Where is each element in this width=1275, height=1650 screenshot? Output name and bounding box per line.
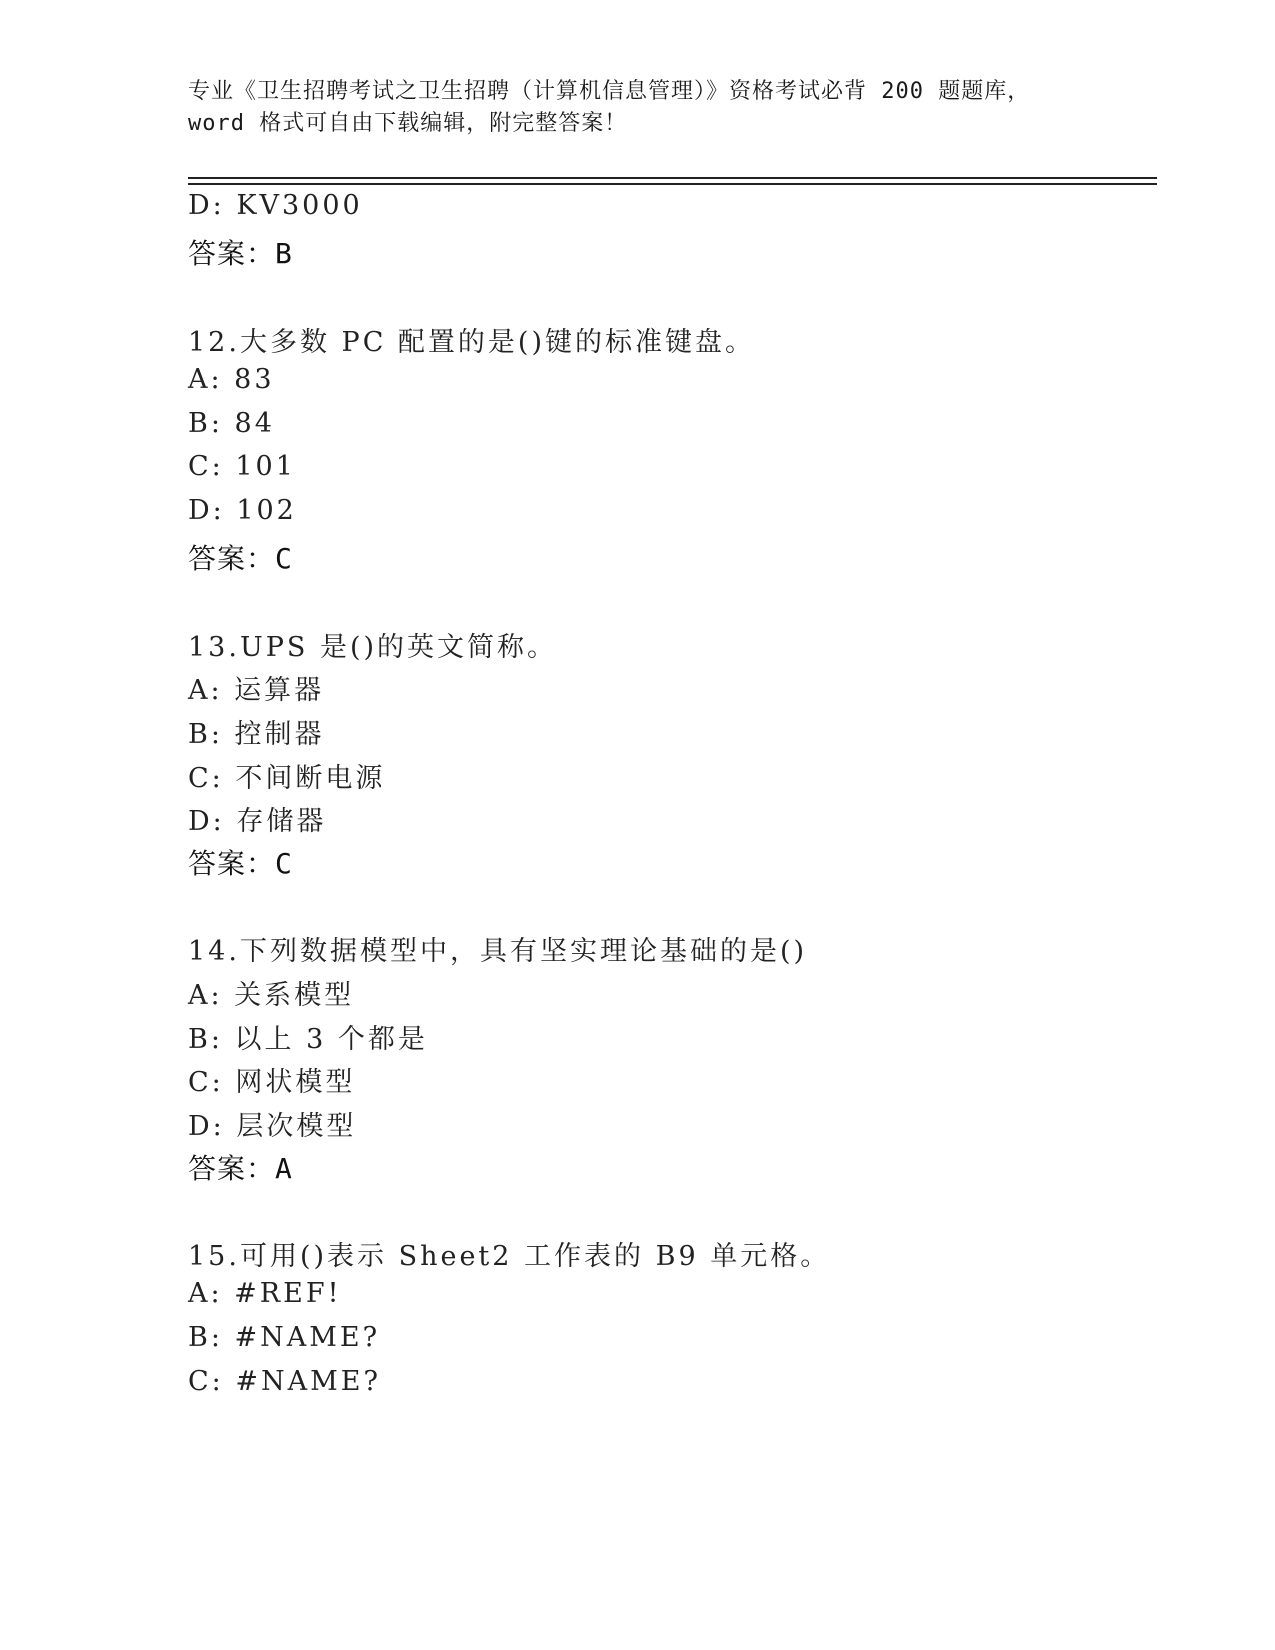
- question-13-answer: 答案：C: [188, 847, 293, 880]
- question-13-stem: 13.UPS 是()的英文简称。: [188, 632, 558, 663]
- question-14-option-a: A: 关系模型: [188, 980, 355, 1011]
- header-title-line-2: word 格式可自由下载编辑，附完整答案！: [188, 111, 628, 136]
- question-12-answer: 答案：C: [188, 542, 293, 575]
- question-14-option-b: B: 以上 3 个都是: [188, 1024, 428, 1055]
- prev-question-option-d: D: KV3000: [188, 190, 363, 221]
- question-15-stem: 15.可用()表示 Sheet2 工作表的 B9 单元格。: [188, 1241, 831, 1272]
- header-divider-top: [188, 177, 1157, 179]
- question-14-option-d: D: 层次模型: [188, 1111, 357, 1142]
- question-14-option-c: C: 网状模型: [188, 1067, 356, 1098]
- question-12-option-c: C: 101: [188, 451, 296, 482]
- header-divider-bottom: [188, 183, 1157, 185]
- question-13-option-d: D: 存储器: [188, 806, 327, 837]
- question-12-option-a: A: 83: [188, 364, 275, 395]
- prev-question-answer: 答案：B: [188, 237, 293, 270]
- question-13-option-b: B: 控制器: [188, 719, 325, 750]
- question-13-option-a: A: 运算器: [188, 675, 325, 706]
- question-13-option-c: C: 不间断电源: [188, 763, 386, 794]
- question-12-option-b: B: 84: [188, 408, 275, 439]
- question-14-answer: 答案：A: [188, 1152, 293, 1185]
- question-12-option-d: D: 102: [188, 495, 297, 526]
- header-title-line-1: 专业《卫生招聘考试之卫生招聘（计算机信息管理）》资格考试必背 200 题题库，: [188, 79, 1031, 104]
- document-header: [188, 76, 1078, 140]
- question-12-stem: 12.大多数 PC 配置的是()键的标准键盘。: [188, 327, 755, 358]
- question-15-option-b: B: #NAME?: [188, 1322, 381, 1353]
- question-14-stem: 14.下列数据模型中，具有坚实理论基础的是(): [188, 936, 808, 967]
- question-15-option-a: A: #REF!: [188, 1278, 342, 1309]
- question-15-option-c: C: #NAME?: [188, 1366, 381, 1397]
